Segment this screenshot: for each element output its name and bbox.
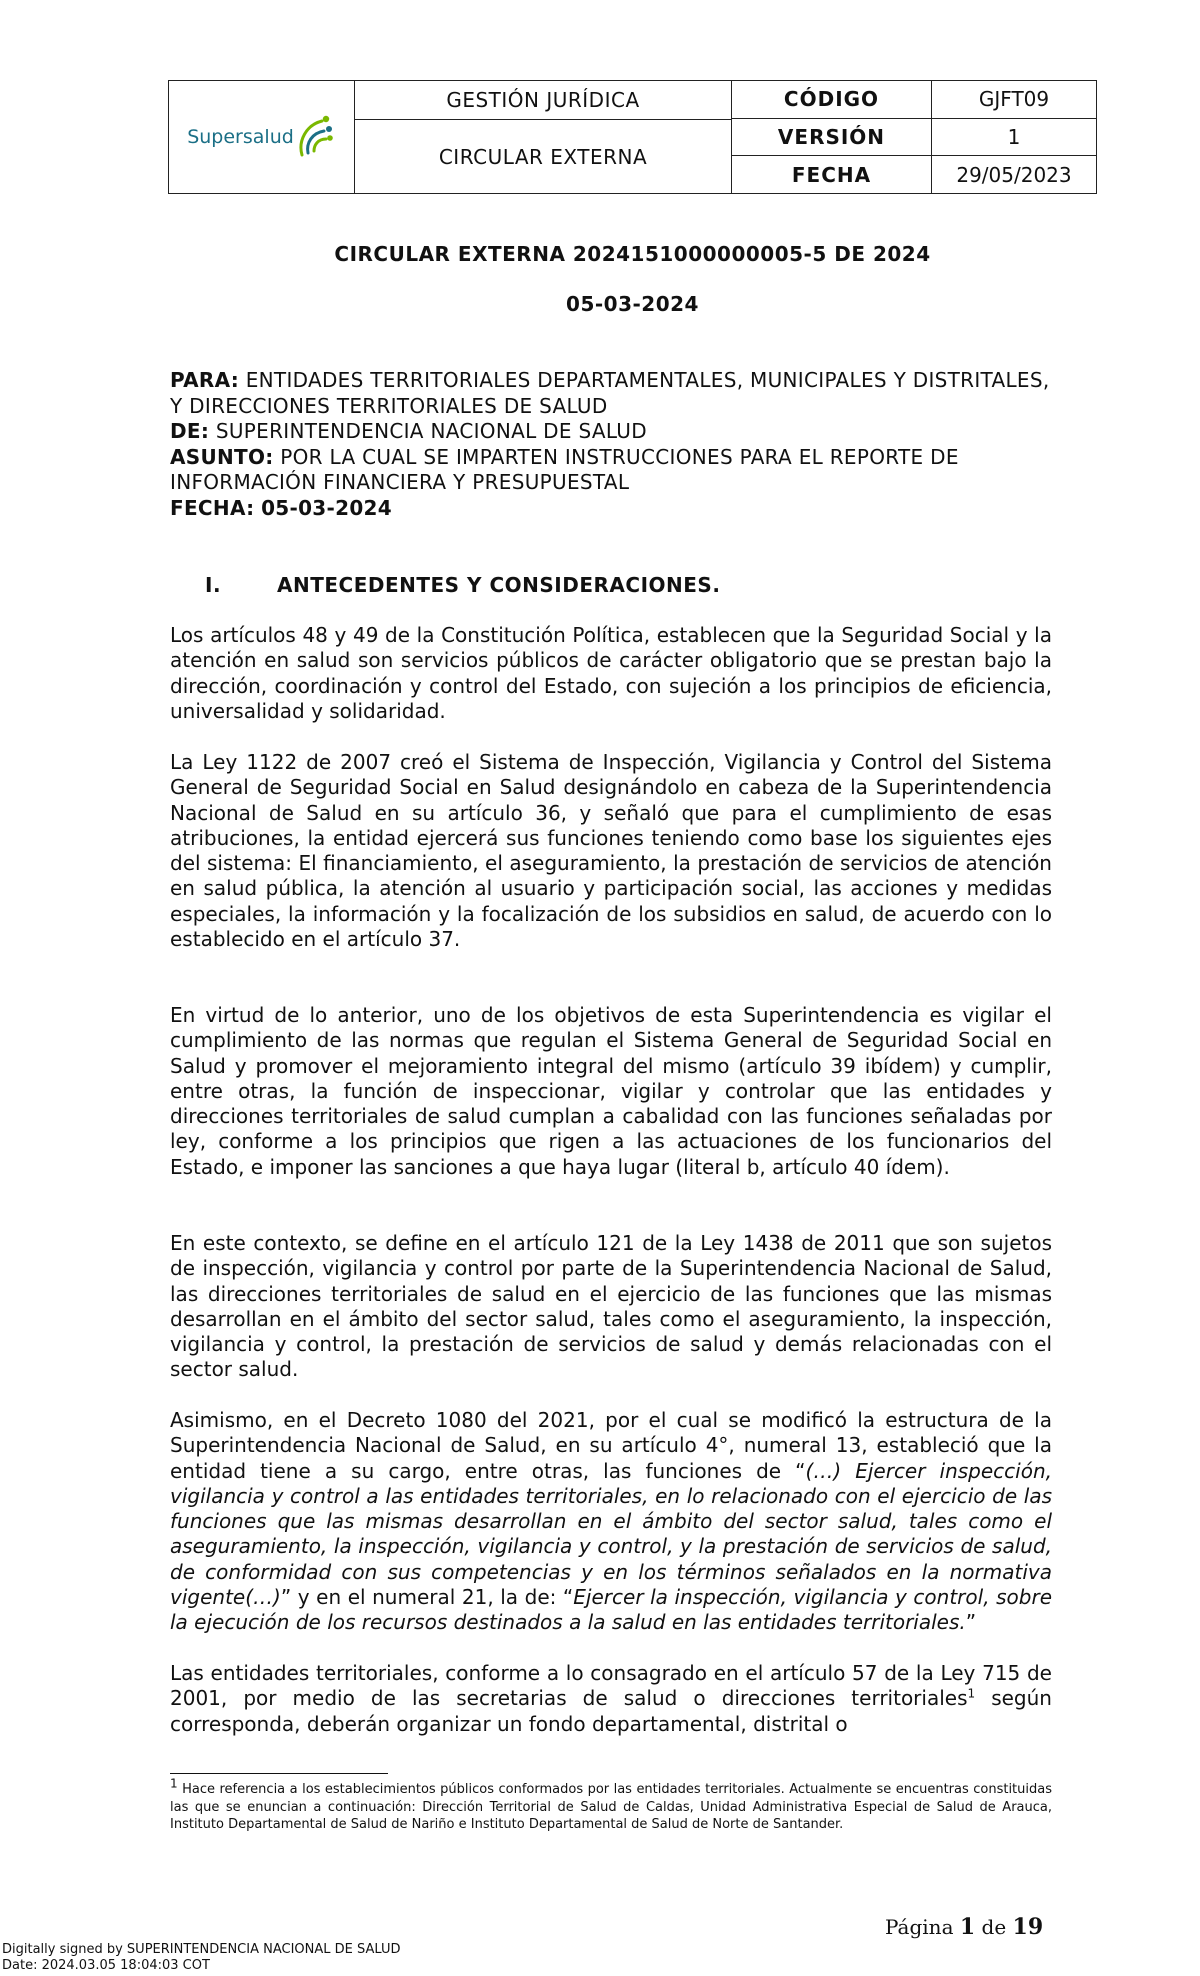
- paragraph-1: Los artículos 48 y 49 de la Constitución Política, establecen que la Seguridad Social y la atención en salud son servicios públicos de carácter obligatorio que se prestan bajo la dirección, coordinación y control del Estado, con sujeción a los principios de eficiencia, universalidad y solidaridad.: [170, 623, 1052, 723]
- para-value: ENTIDADES TERRITORIALES DEPARTAMENTALES, MUNICIPALES Y DISTRITALES, Y DIRECCIONES TERRITORIALES DE SALUD: [170, 368, 1050, 418]
- para-line: [170, 368, 1050, 419]
- document-title: CIRCULAR EXTERNA 2024151000000005-5 DE 2024: [334, 242, 931, 266]
- footnote-mark: 1: [170, 1776, 178, 1791]
- paragraph-5-part-c: ” y en el numeral 21, la de: “: [280, 1585, 574, 1610]
- header-fecha-label: FECHA: [791, 162, 872, 187]
- de-line: [170, 419, 1050, 445]
- signature-line-1: Digitally signed by SUPERINTENDENCIA NACIONAL DE SALUD: [2, 1942, 401, 1957]
- logo-figures-icon: [296, 113, 336, 161]
- paragraph-6-part-a: Las entidades territoriales, conforme a lo consagrado en el artículo 57 de la Ley 715 de 2001, por medio de las secretarias de salud o direcciones territoriales: [170, 1661, 1052, 1711]
- de-label: DE:: [170, 419, 210, 443]
- header-codigo-value: GJFT09: [932, 81, 1096, 119]
- para-label: PARA:: [170, 368, 240, 392]
- paragraph-5-quote-1: (…) Ejercer inspección, vigilancia y control a las entidades territoriales, en lo relacionado con el ejercicio de las funciones que las mismas desarrollan en el ámbito del sector salud, tales como el aseguramiento, la inspección, vigilancia y control, y la prestación de servicios de salud, de conformidad con sus competencias y en los términos señalados en la normativa vigente(…): [170, 1458, 1052, 1610]
- document-date: 05-03-2024: [566, 292, 699, 316]
- paragraph-5: [170, 1408, 1052, 1636]
- logo-text: Supersalud: [187, 126, 294, 148]
- asunto-line: [170, 445, 1050, 496]
- header-version-value: 1: [932, 119, 1096, 157]
- page-current: 1: [959, 1914, 976, 1940]
- digital-signature: [2, 1942, 401, 1974]
- signature-line-2: Date: 2024.03.05 18:04:03 COT: [2, 1958, 210, 1973]
- addressing-block: [170, 368, 1050, 521]
- de-value: SUPERINTENDENCIA NACIONAL DE SALUD: [215, 419, 647, 443]
- paragraph-6-part-b: según corresponda, deberán organizar un fondo departamental, distrital o: [170, 1686, 1052, 1736]
- footnote-text: Hace referencia a los establecimientos públicos conformados por las entidades territoriales. Actualmente se encuentras constituidas las que se enuncian a continuación: Dirección Territorial de Salud de Caldas, Unidad Administrativa Especial de Salud de Arauca, Instituto Departamental de Salud de Nariño e Instituto Departamental de Salud de Norte de Santander.: [170, 1782, 1052, 1832]
- header-area: GESTIÓN JURÍDICA: [355, 81, 731, 120]
- footnote: [170, 1776, 1052, 1834]
- paragraph-5-part-a: Asimismo, en el Decreto 1080 del 2021, por el cual se modificó la estructura de la Superintendencia Nacional de Salud, en su artículo 4°, numeral 13, estableció que la entidad tiene a su cargo, entre otras, las funciones de “: [170, 1408, 1052, 1483]
- paragraph-4: En este contexto, se define en el artículo 121 de la Ley 1438 de 2011 que son sujetos de inspección, vigilancia y control por parte de la Superintendencia Nacional de Salud, las direcciones territoriales de salud en el ejercicio de las funciones que las mismas desarrollan en el ámbito del sector salud, tales como el aseguramiento, la inspección, vigilancia y control, la prestación de servicios de salud y demás relacionadas con el sector salud.: [170, 1231, 1052, 1382]
- fecha-label: FECHA:: [170, 495, 255, 520]
- header-codigo-label: CÓDIGO: [732, 81, 931, 119]
- document-header-table: [168, 80, 1097, 194]
- header-version-label: VERSIÓN: [732, 119, 931, 157]
- header-doc-type: CIRCULAR EXTERNA: [438, 144, 648, 169]
- asunto-label: ASUNTO:: [170, 444, 274, 469]
- asunto-value: POR LA CUAL SE IMPARTEN INSTRUCCIONES PARA EL REPORTE DE INFORMACIÓN FINANCIERA Y PRESUPUESTAL: [170, 444, 959, 494]
- footnote-separator: [170, 1773, 388, 1774]
- page-of: de: [981, 1915, 1007, 1939]
- fecha-value: 05-03-2024: [261, 495, 392, 520]
- paragraph-6: [170, 1661, 1052, 1737]
- fecha-line: [170, 496, 1050, 522]
- supersalud-logo: [169, 81, 355, 193]
- paragraph-3: En virtud de lo anterior, uno de los objetivos de esta Superintendencia es vigilar el cumplimiento de las normas que regulan el Sistema General de Seguridad Social en Salud y promover el mejoramiento integral del mismo (artículo 39 ibídem) y cumplir, entre otras, la función de inspeccionar, vigilar y controlar que las entidades y direcciones territoriales de salud cumplan a cabalidad con las funciones señaladas por ley, conforme a los principios que rigen a las actuaciones de los funcionarios del Estado, e imponer las sanciones a que haya lugar (literal b, artículo 40 ídem).: [170, 1003, 1052, 1179]
- paragraph-5-quote-2: Ejercer la inspección, vigilancia y control, sobre la ejecución de los recursos destinados a la salud en las entidades territoriales.: [170, 1585, 1053, 1635]
- paragraph-2: La Ley 1122 de 2007 creó el Sistema de Inspección, Vigilancia y Control del Sistema General de Seguridad Social en Salud designándolo en cabeza de la Superintendencia Nacional de Salud en su artículo 36, y señaló que para el cumplimiento de esas atribuciones, la entidad ejercerá sus funciones teniendo como base los siguientes ejes del sistema: El financiamiento, el aseguramiento, la prestación de servicios de atención en salud pública, la atención al usuario y participación social, las acciones y medidas especiales, la información y la focalización de los subsidios en salud, de acuerdo con lo establecido en el artículo 37.: [170, 750, 1052, 952]
- section-title: ANTECEDENTES Y CONSIDERACIONES.: [277, 573, 721, 597]
- section-number: I.: [205, 573, 222, 597]
- header-fecha-value: 29/05/2023: [956, 162, 1072, 187]
- page-label: Página: [885, 1915, 954, 1939]
- paragraph-5-part-e: ”: [965, 1610, 977, 1635]
- footnote-reference: 1: [967, 1686, 976, 1701]
- page-number: [885, 1914, 1043, 1940]
- page-total: 19: [1012, 1914, 1044, 1940]
- section-heading: [205, 573, 720, 597]
